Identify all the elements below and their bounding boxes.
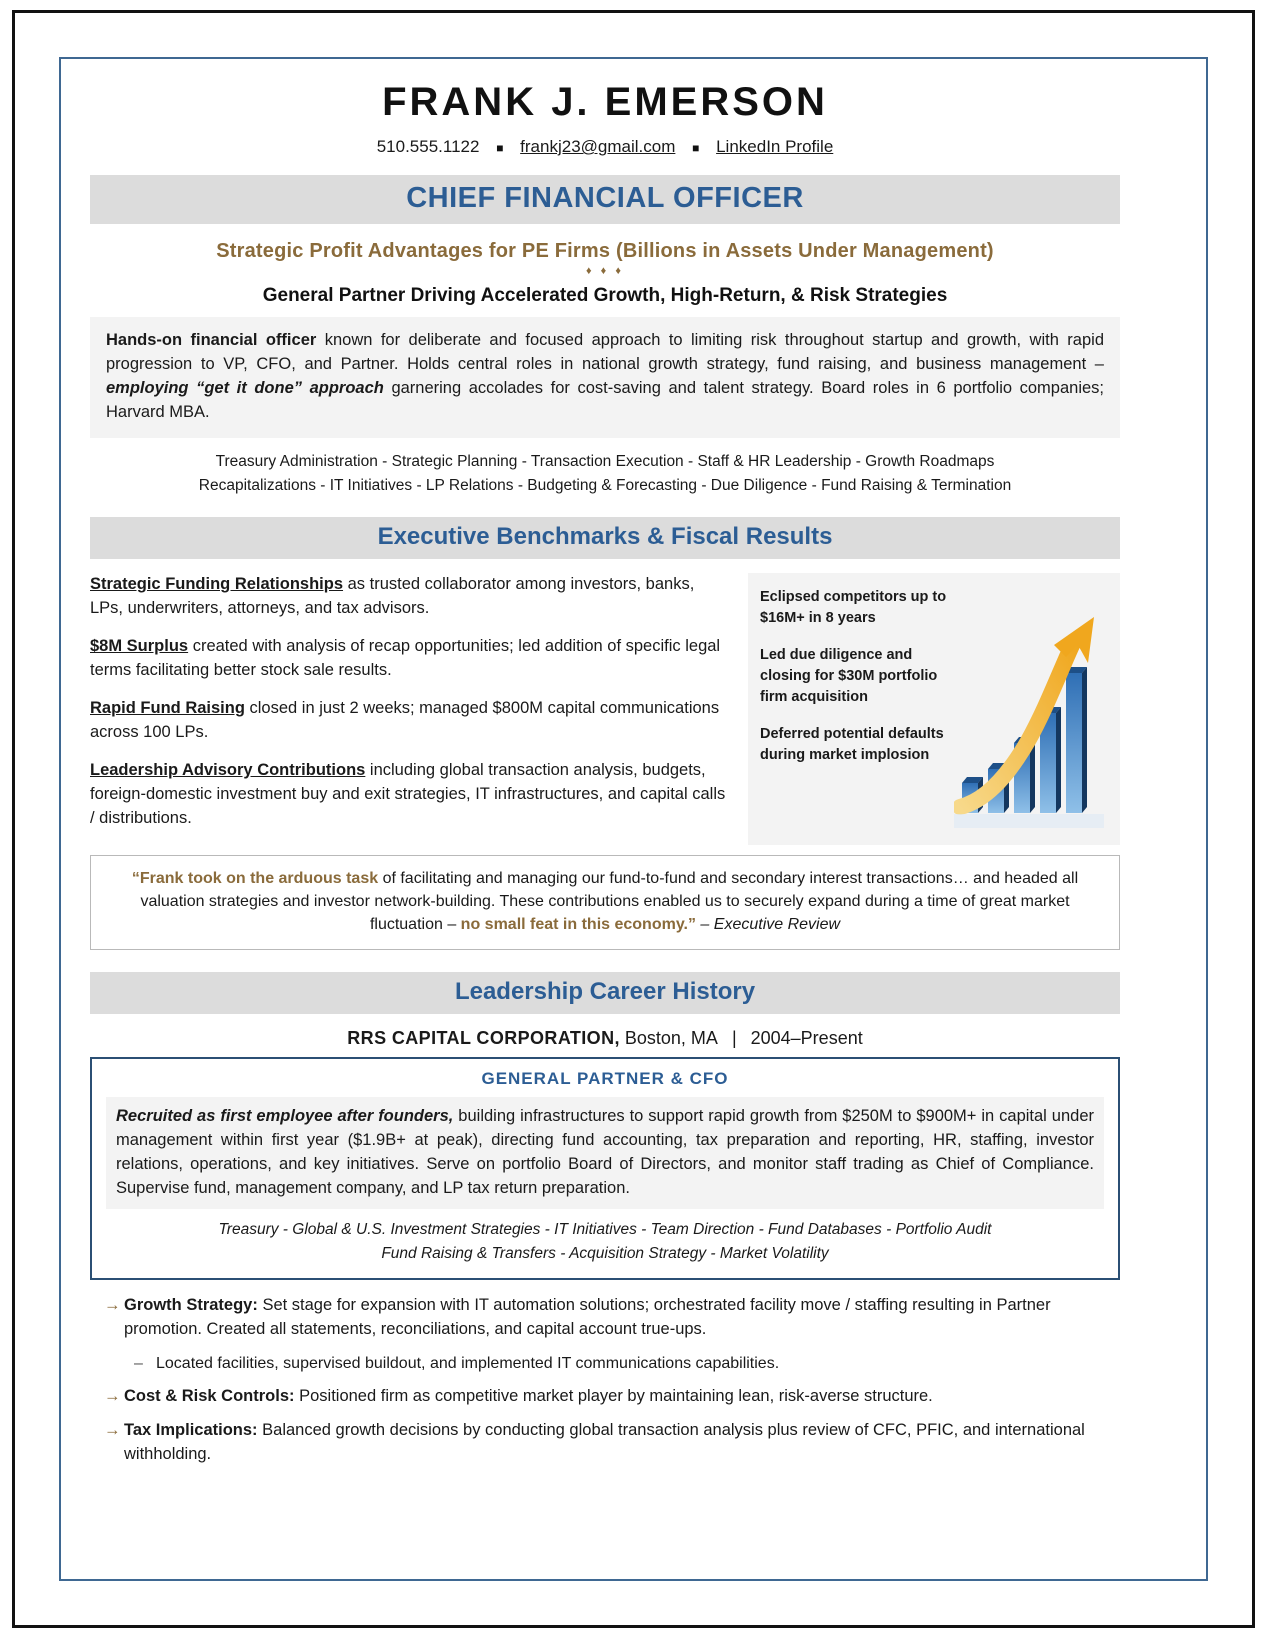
quote-close: no small feat in this economy.”	[460, 915, 696, 933]
diamond-divider-icon: ♦ ♦ ♦	[586, 265, 624, 277]
benchmark-text: as trusted collaborator among investors, banks, LPs, underwriters, attorneys, and tax advisors.	[90, 575, 695, 618]
subtagline: General Partner Driving Accelerated Growth, High-Return, & Risk Strategies	[262, 285, 948, 306]
tagline: Strategic Profit Advantages for PE Firms (Billions in Assets Under Management)	[216, 240, 994, 262]
company-location: Boston, MA	[619, 1028, 718, 1049]
benchmark-heading: Rapid Fund Raising	[90, 698, 245, 717]
job-keywords-line-2: Fund Raising & Transfers - Acquisition Strategy - Market Volatility	[381, 1244, 829, 1262]
highlights-panel	[748, 573, 1120, 844]
list-item	[90, 1352, 1120, 1375]
quote-attribution: – Executive Review	[695, 915, 841, 933]
section-title-career: Leadership Career History	[454, 978, 756, 1006]
job-description-text: building infrastructures to support rapid growth from $250M to $900M+ in capital under management within first year ($1.9B+ at peak), directing fund accounting, tax preparation and reporting, HR, staffing, investor relations, operations, and key initiatives. Serve on portfolio Board of Directors, and monitor staff trading as Chief of Compliance. Supervise fund, management company, and LP tax return preparation.	[116, 1107, 1094, 1197]
bullet-body: Set stage for expansion with IT automation solutions; orchestrated facility move / staffing resulting in Partner promotion. Created all statements, reconciliations, and capital account true-ups.	[124, 1295, 1051, 1338]
list-item	[90, 1294, 1120, 1342]
professional-summary	[90, 317, 1120, 438]
job-target-title: CHIEF FINANCIAL OFFICER	[406, 182, 804, 214]
testimonial-quote	[90, 855, 1120, 951]
list-item	[90, 1419, 1120, 1467]
quote-body: of facilitating and managing our fund-to-fund and secondary interest transactions… and headed all valuation strategies and investor network-building. These contributions enabled us to securely expand during a time of great market fluctuation –	[140, 869, 1079, 933]
bullet-text	[124, 1385, 933, 1409]
employment-dates: 2004–Present	[750, 1028, 863, 1049]
bullet-label: Tax Implications:	[124, 1420, 258, 1439]
contact-separator-1: ■	[496, 140, 504, 155]
bullet-text	[124, 1294, 1120, 1342]
highlight-item: Eclipsed competitors up to $16M+ in 8 years	[760, 589, 947, 627]
bullet-text	[124, 1419, 1120, 1467]
keywords-line-1: Treasury Administration - Strategic Planning - Transaction Execution - Staff & HR Leadership - Growth Roadmaps	[215, 452, 995, 470]
job-keywords	[106, 1218, 1104, 1266]
company-line	[90, 1028, 1120, 1049]
linkedin-link[interactable]: LinkedIn Profile	[716, 137, 834, 156]
benchmark-heading: Strategic Funding Relationships	[90, 575, 344, 594]
company-name: RRS CAPITAL CORPORATION,	[347, 1028, 620, 1049]
core-competency-keywords	[90, 450, 1120, 500]
bullet-label: Growth Strategy:	[124, 1295, 258, 1314]
summary-text-2: garnering accolades for cost-saving and talent strategy. Board roles in 6 portfolio companies; Harvard MBA.	[106, 378, 1104, 421]
section-header-benchmarks	[90, 517, 1120, 559]
benchmark-item	[90, 697, 730, 745]
benchmark-text: created with analysis of recap opportunities; led addition of specific legal terms facilitating better stock sale results.	[90, 637, 721, 680]
section-header-career	[90, 972, 1120, 1014]
benchmark-heading: Leadership Advisory Contributions	[90, 760, 366, 779]
phone-number: 510.555.1122	[376, 137, 480, 156]
resume-content	[90, 80, 1120, 1477]
arrow-icon: →	[104, 1420, 121, 1439]
achievement-bullets	[90, 1294, 1120, 1467]
dash-icon: –	[134, 1354, 143, 1372]
benchmark-item	[90, 573, 730, 621]
benchmark-text: including global transaction analysis, budgets, foreign-domestic investment buy and exit strategies, IT infrastructures, and capital calls / distributions.	[90, 760, 726, 827]
section-title-benchmarks: Executive Benchmarks & Fiscal Results	[377, 523, 833, 551]
job-target-banner	[90, 175, 1120, 224]
summary-lead: Hands-on financial officer	[106, 331, 317, 349]
highlight-item: Deferred potential defaults during market implosion	[760, 726, 944, 764]
page-title: FRANK J. EMERSON	[382, 80, 828, 124]
arrow-icon: →	[104, 1386, 121, 1405]
benchmark-text: closed in just 2 weeks; managed $800M capital communications across 100 LPs.	[90, 698, 720, 741]
summary-emphasis: employing “get it done” approach	[106, 378, 384, 397]
benchmark-heading: $8M Surplus	[90, 637, 189, 656]
sub-bullet-text: Located facilities, supervised buildout, and implemented IT communications capabilities.	[156, 1354, 780, 1372]
benchmark-item	[90, 635, 730, 683]
arrow-icon: →	[104, 1295, 121, 1314]
job-card	[90, 1057, 1120, 1280]
bullet-body: Balanced growth decisions by conducting global transaction analysis plus review of CFC, PFIC, and international withholding.	[124, 1420, 1085, 1463]
summary-text-1: known for deliberate and focused approach to limiting risk throughout startup and growth, with rapid progression to VP, CFO, and Partner. Holds central roles in national growth strategy, fund raising, and business management –	[106, 331, 1104, 373]
contact-line	[90, 137, 1120, 157]
company-divider: |	[731, 1028, 737, 1049]
bullet-body: Positioned firm as competitive market player by maintaining lean, risk-averse structure.	[294, 1386, 933, 1405]
job-description-lead: Recruited as first employee after founders,	[116, 1107, 454, 1126]
quote-lead: “Frank took on the arduous task	[131, 869, 379, 887]
job-title: GENERAL PARTNER & CFO	[481, 1069, 729, 1089]
contact-separator-2: ■	[692, 140, 700, 155]
bullet-label: Cost & Risk Controls:	[124, 1386, 295, 1405]
benchmarks-body	[90, 573, 1120, 844]
benchmark-item	[90, 759, 730, 831]
job-description	[106, 1097, 1104, 1209]
email-link[interactable]: frankj23@gmail.com	[520, 137, 676, 156]
highlight-item: Led due diligence and closing for $30M portfolio firm acquisition	[760, 647, 938, 706]
job-keywords-line-1: Treasury - Global & U.S. Investment Strategies - IT Initiatives - Team Direction - Fund Databases - Portfolio Audit	[218, 1220, 992, 1238]
growth-chart-graphic	[954, 601, 1114, 831]
keywords-line-2: Recapitalizations - IT Initiatives - LP Relations - Budgeting & Forecasting - Due Diligence - Fund Raising & Termination	[198, 477, 1012, 495]
list-item	[90, 1385, 1120, 1409]
benchmarks-list	[90, 573, 730, 844]
